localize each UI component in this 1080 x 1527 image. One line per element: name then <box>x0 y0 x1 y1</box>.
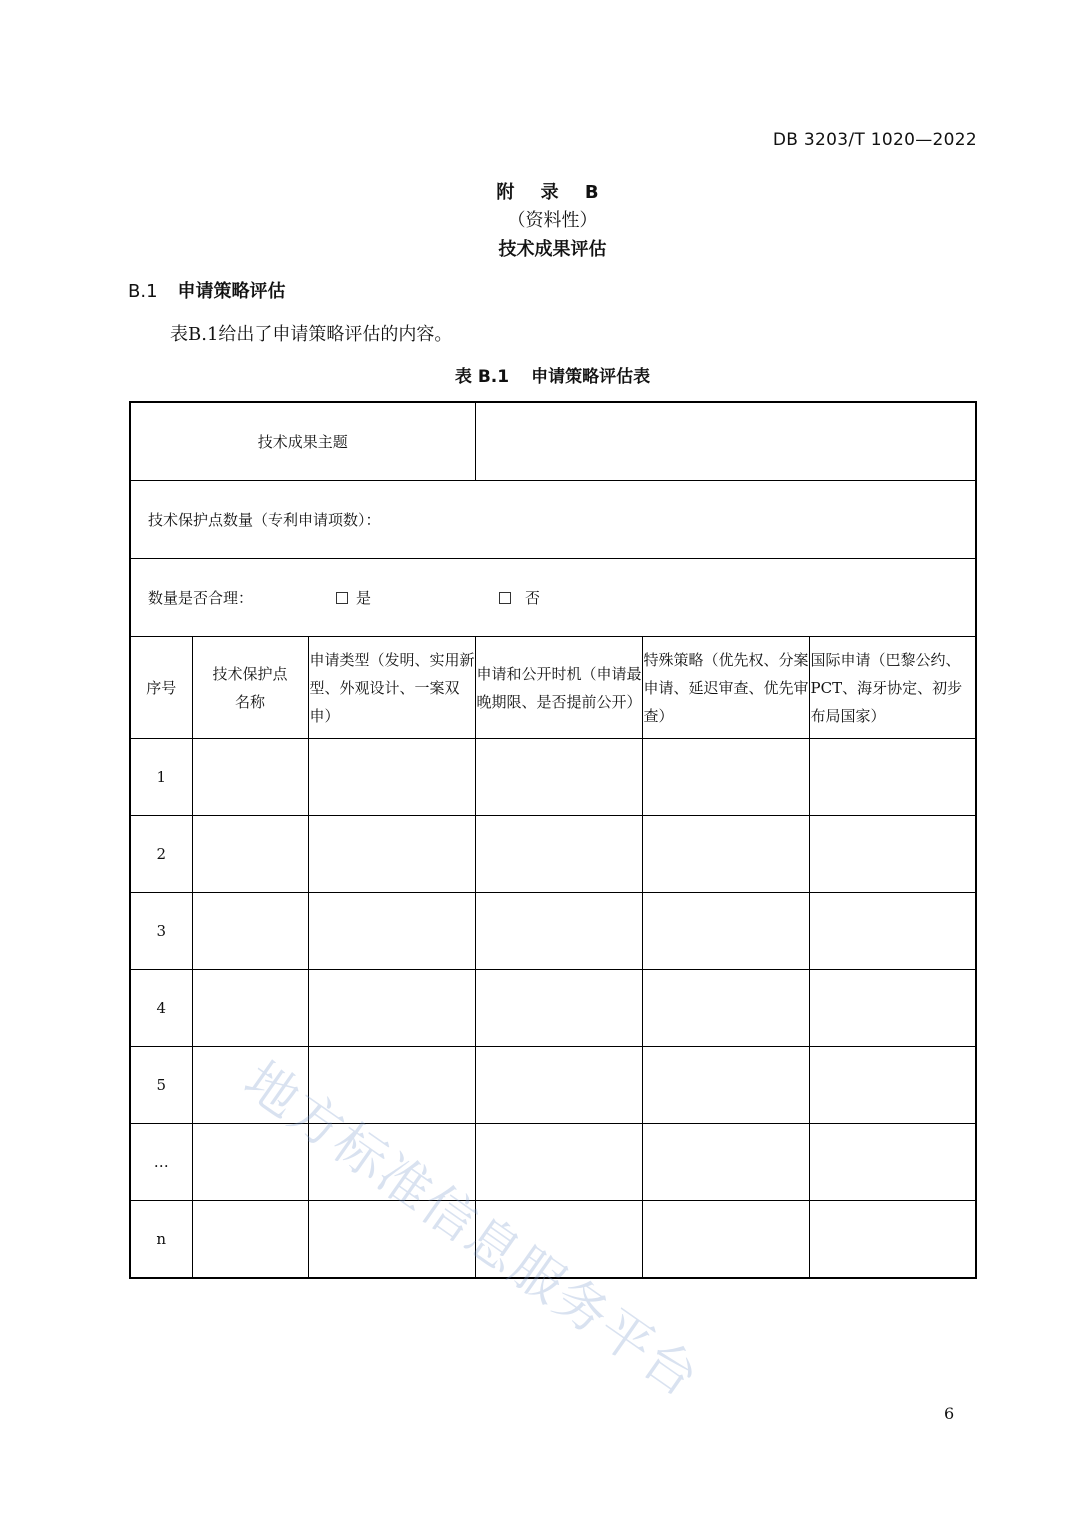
column-header: 特殊策略（优先权、分案申请、延迟审查、优先审查） <box>642 637 809 739</box>
table-row <box>130 893 976 970</box>
table-cell[interactable] <box>308 816 475 893</box>
table-row <box>130 1047 976 1124</box>
table-cell[interactable] <box>642 893 809 970</box>
table-cell[interactable] <box>192 1201 308 1279</box>
table-cell[interactable] <box>809 816 976 893</box>
option-no[interactable] <box>499 587 540 608</box>
table-cell[interactable] <box>308 893 475 970</box>
column-header: 技术保护点名称 <box>192 637 308 739</box>
section-heading <box>128 277 286 303</box>
table-cell[interactable] <box>475 1047 642 1124</box>
table-cell[interactable] <box>809 1201 976 1279</box>
table-cell[interactable] <box>192 1047 308 1124</box>
subject-row <box>130 402 976 481</box>
table-cell[interactable] <box>308 1201 475 1279</box>
protection-count-label: 技术保护点数量（专利申请项数）： <box>130 481 976 559</box>
checkbox-no-icon[interactable] <box>499 592 511 604</box>
checkbox-yes-icon[interactable] <box>336 592 348 604</box>
column-header-row <box>130 637 976 739</box>
table-cell[interactable] <box>192 1124 308 1201</box>
row-index: 3 <box>130 893 192 970</box>
table-cell[interactable] <box>642 1047 809 1124</box>
table-cell[interactable] <box>809 739 976 816</box>
table-row <box>130 970 976 1047</box>
document-code: DB 3203/T 1020—2022 <box>772 130 977 150</box>
table-cell[interactable] <box>642 1201 809 1279</box>
table-cell[interactable] <box>809 970 976 1047</box>
table-cell[interactable] <box>809 1124 976 1201</box>
column-header: 国际申请（巴黎公约、PCT、海牙协定、初步布局国家） <box>809 637 976 739</box>
table-row <box>130 816 976 893</box>
watermark: 地方标准信息服务平台 <box>233 1050 710 1410</box>
appendix-nature: （资料性） <box>507 210 598 231</box>
table-caption <box>0 362 1080 387</box>
table-cell[interactable] <box>475 893 642 970</box>
reasonable-row <box>130 559 976 637</box>
row-index: 2 <box>130 816 192 893</box>
row-index: 4 <box>130 970 192 1047</box>
row-index: 1 <box>130 739 192 816</box>
appendix-subject: 技术成果评估 <box>498 239 607 260</box>
subject-label: 技术成果主题 <box>130 402 475 481</box>
table-cell[interactable] <box>642 1124 809 1201</box>
section-number: B.1 <box>128 281 158 302</box>
evaluation-table <box>129 401 977 1279</box>
column-header: 申请和公开时机（申请最晚期限、是否提前公开） <box>475 637 642 739</box>
table-row <box>130 739 976 816</box>
protection-count-row <box>130 481 976 559</box>
option-yes-label: 是 <box>356 589 372 607</box>
reasonable-cell <box>130 559 976 637</box>
section-title: 申请策略评估 <box>177 281 286 302</box>
table-cell[interactable] <box>308 739 475 816</box>
intro-paragraph: 表B.1给出了申请策略评估的内容。 <box>170 324 453 345</box>
row-index: 5 <box>130 1047 192 1124</box>
table-cell[interactable] <box>192 893 308 970</box>
table-cell[interactable] <box>475 1124 642 1201</box>
appendix-title: 附 录 B <box>496 182 609 203</box>
option-no-label: 否 <box>525 589 541 607</box>
table-cell[interactable] <box>192 816 308 893</box>
table-cell[interactable] <box>809 1047 976 1124</box>
page-number: 6 <box>944 1404 955 1423</box>
table-cell[interactable] <box>308 1047 475 1124</box>
subject-value-field[interactable] <box>475 402 976 481</box>
reasonable-label: 数量是否合理： <box>148 589 254 607</box>
table-cell[interactable] <box>642 739 809 816</box>
table-cell[interactable] <box>475 970 642 1047</box>
row-index: n <box>130 1201 192 1279</box>
table-cell[interactable] <box>475 1201 642 1279</box>
column-header: 序号 <box>130 637 192 739</box>
table-caption-number: 表 B.1 <box>454 367 510 387</box>
table-cell[interactable] <box>192 739 308 816</box>
table-cell[interactable] <box>308 1124 475 1201</box>
table-cell[interactable] <box>475 816 642 893</box>
table-cell[interactable] <box>809 893 976 970</box>
table-caption-title: 申请策略评估表 <box>531 367 651 387</box>
column-header: 申请类型（发明、实用新型、外观设计、一案双申） <box>308 637 475 739</box>
table-cell[interactable] <box>475 739 642 816</box>
table-cell[interactable] <box>192 970 308 1047</box>
row-index: … <box>130 1124 192 1201</box>
table-cell[interactable] <box>642 816 809 893</box>
table-row <box>130 1201 976 1279</box>
table-cell[interactable] <box>642 970 809 1047</box>
table-cell[interactable] <box>308 970 475 1047</box>
table-row <box>130 1124 976 1201</box>
option-yes[interactable] <box>336 587 499 608</box>
